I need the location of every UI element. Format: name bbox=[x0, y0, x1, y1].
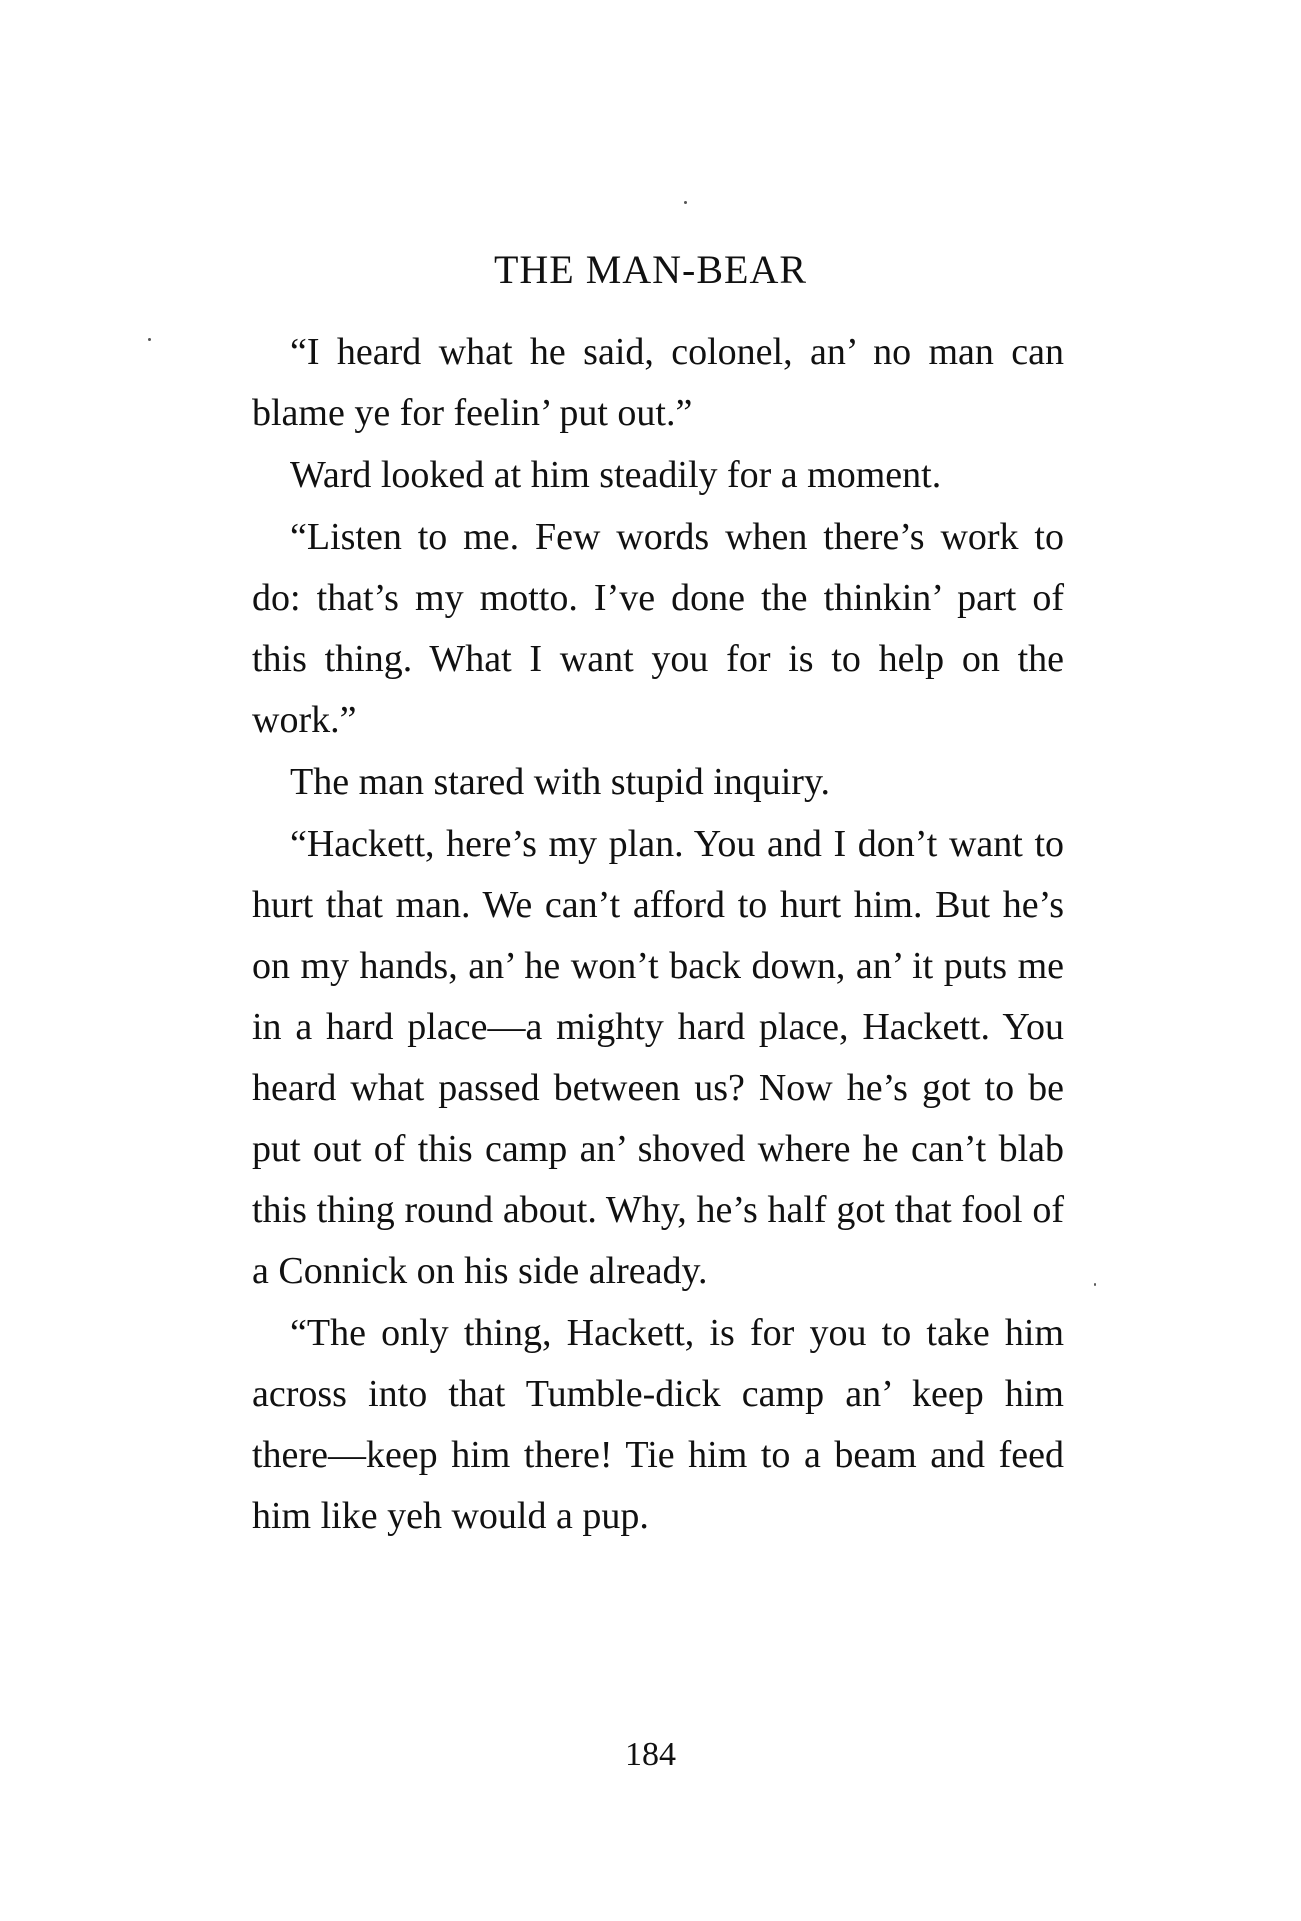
paragraph: “Listen to me. Few words when there’s work to do: that’s my motto. I’ve done the thinkin’ part of this thing. What I want you for is to help on the work.” bbox=[252, 516, 1064, 741]
body-text bbox=[252, 322, 1064, 1548]
print-speck bbox=[684, 201, 687, 204]
paragraph: Ward looked at him steadily for a moment. bbox=[290, 454, 942, 496]
page-number: 184 bbox=[625, 1736, 676, 1773]
print-speck bbox=[1094, 1283, 1096, 1286]
running-head: THE MAN-BEAR bbox=[493, 247, 808, 292]
paragraph: “I heard what he said, colonel, an’ no man can blame ye for feelin’ put out.” bbox=[252, 331, 1064, 434]
print-speck bbox=[148, 338, 151, 341]
paragraph: The man stared with stupid inquiry. bbox=[290, 761, 830, 803]
paragraph: “Hackett, here’s my plan. You and I don’t want to hurt that man. We can’t afford to hurt him. But he’s on my hands, an’ he won’t back down, an’ it puts me in a hard place—a mighty hard place, Hackett. You heard what passed between us? Now he’s got to be put out of this camp an’ shoved where he can’t blab this thing round about. Why, he’s half got that fool of a Connick on his side already. bbox=[252, 823, 1064, 1292]
paragraph: “The only thing, Hackett, is for you to take him across into that Tumble-dick camp an’ keep him there—keep him there! Tie him to a beam and feed him like yeh would a pup. bbox=[252, 1312, 1064, 1537]
